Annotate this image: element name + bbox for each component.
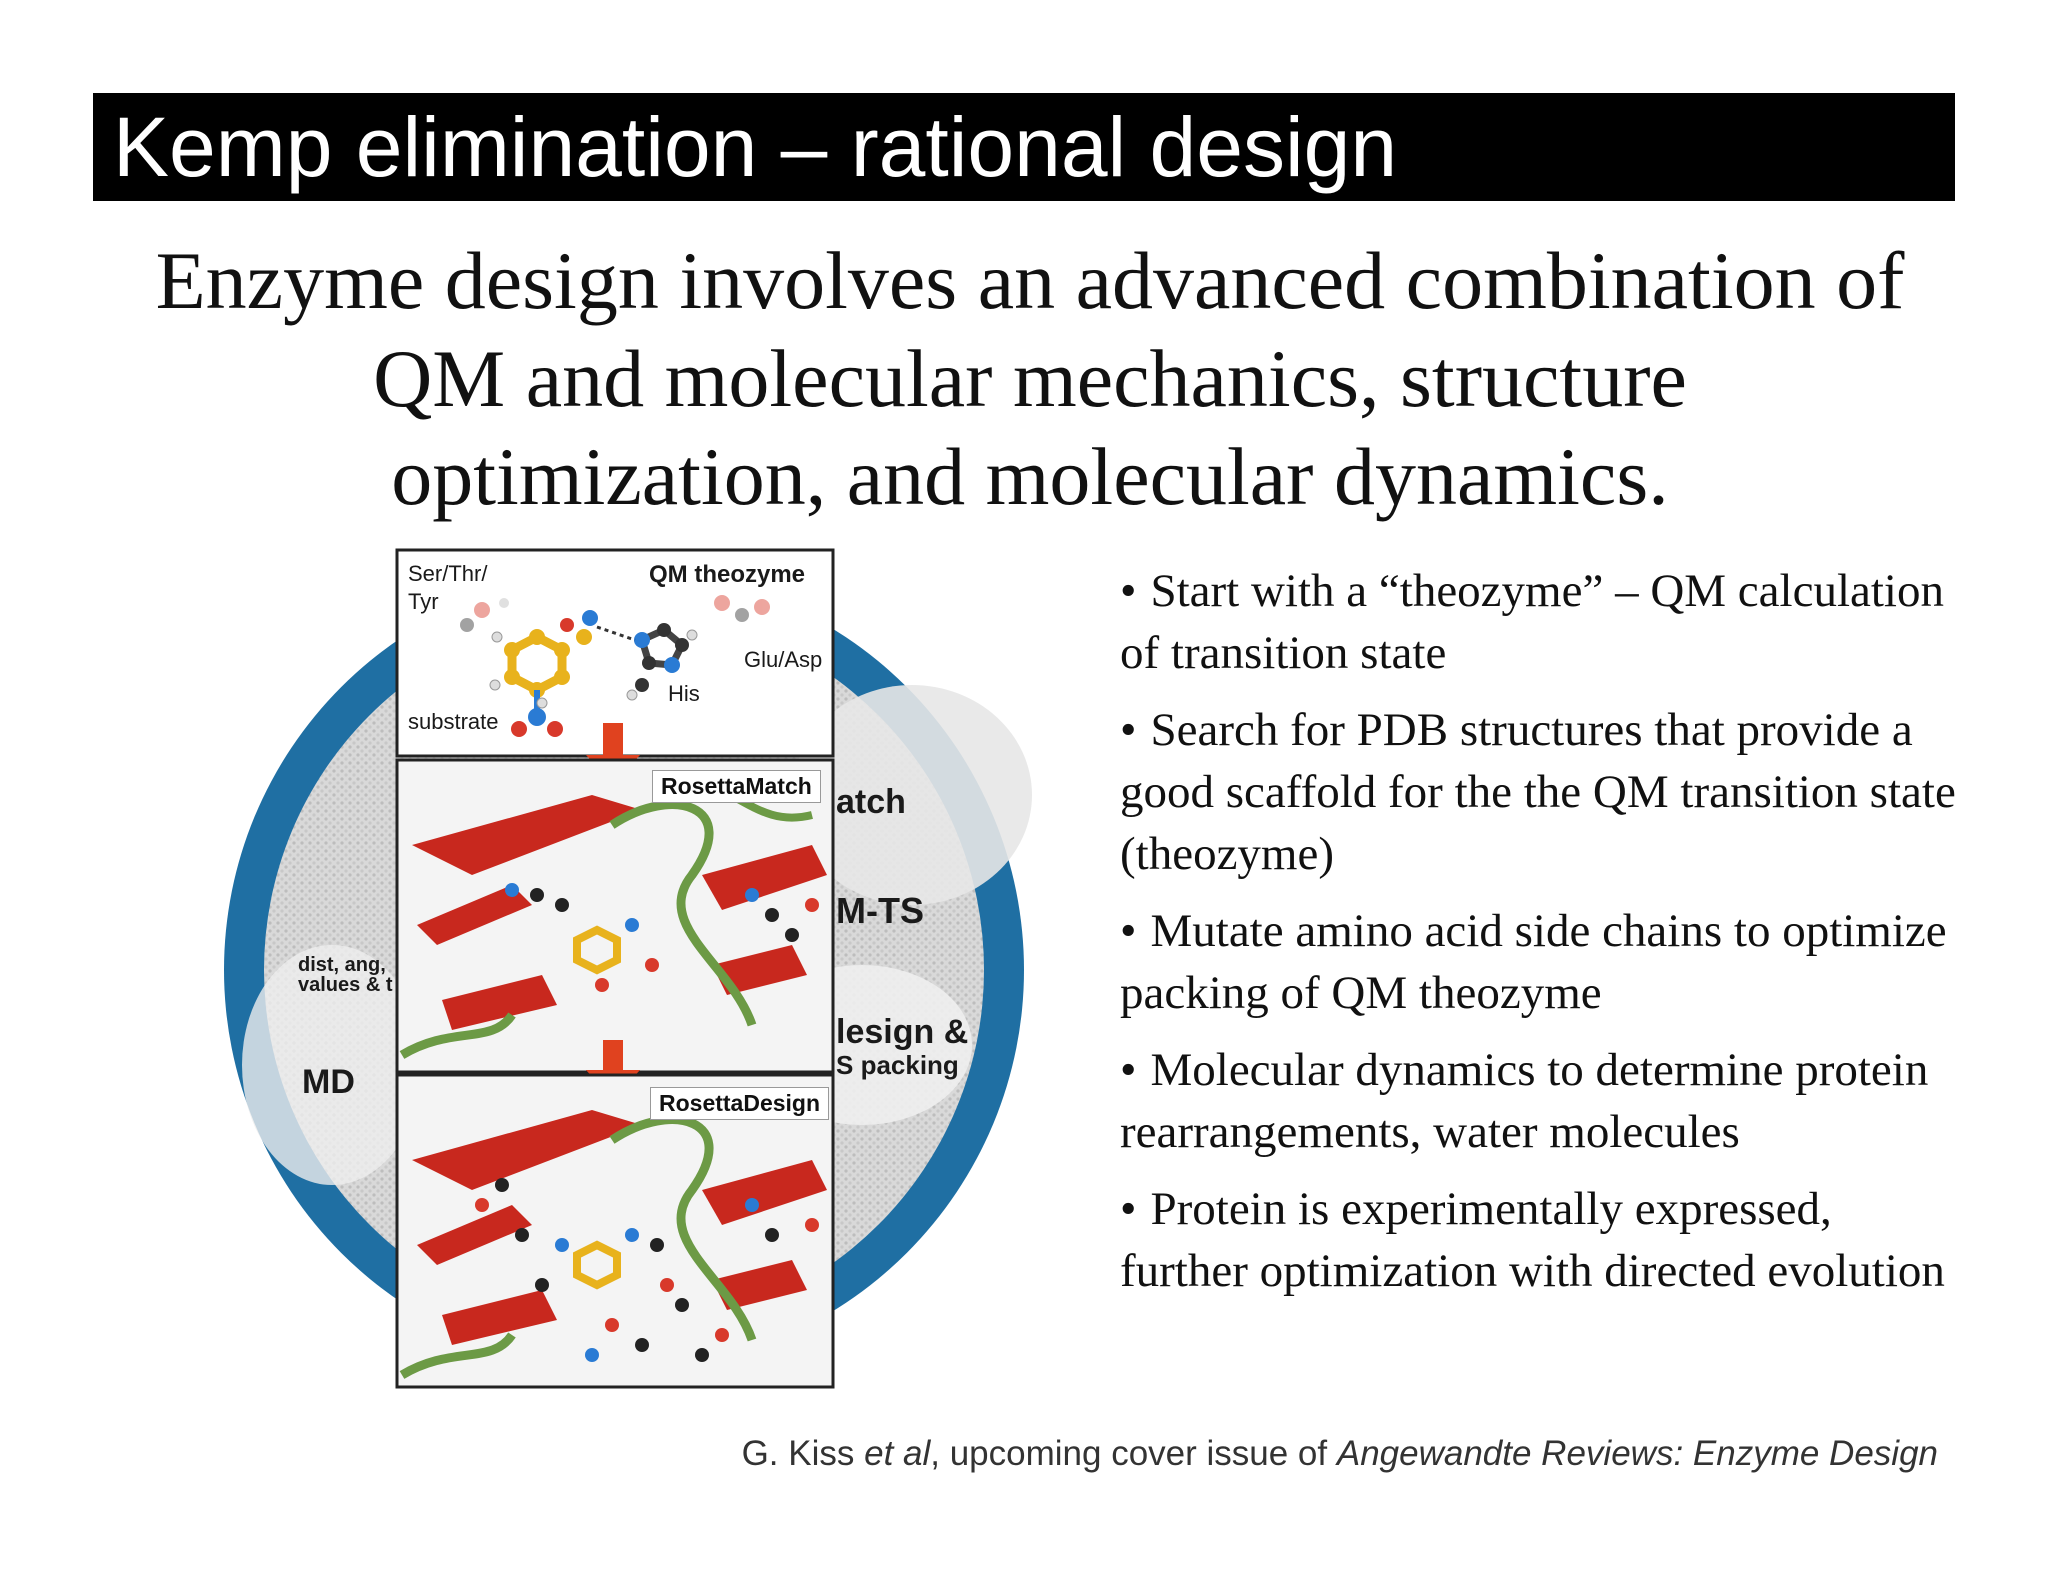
tag-rosetta-design: RosettaDesign: [650, 1087, 829, 1120]
label-values-cut: values & t: [298, 974, 393, 996]
label-ser-thr: Ser/Thr/: [408, 561, 488, 586]
bullet-item: • Search for PDB structures that provide a good scaffold for the the QM transition state (theozyme): [1120, 704, 1956, 880]
bullet-text: Molecular dynamics to determine protein rearrangements, water molecules: [1120, 1044, 1929, 1158]
label-match-cut: atch: [836, 783, 906, 821]
subtitle-line-1: Enzyme design involves an advanced combination of: [155, 235, 1905, 326]
label-packing-cut: S packing: [836, 1050, 959, 1080]
citation-etal: et al: [864, 1434, 931, 1473]
citation-middle: , upcoming cover issue of: [930, 1434, 1337, 1473]
slide-subtitle: [100, 232, 1960, 526]
citation-journal: Angewandte Reviews: Enzyme Design: [1336, 1434, 1938, 1473]
bullet-item: • Molecular dynamics to determine protein rearrangements, water molecules: [1120, 1044, 1929, 1158]
bullet-text: Protein is experimentally expressed, further optimization with directed evolution: [1120, 1183, 1945, 1297]
label-qm-ts-cut: M-TS: [836, 890, 924, 931]
bullet-text: Start with a “theozyme” – QM calculation of transition state: [1120, 565, 1944, 679]
bullet-text: Mutate amino acid side chains to optimize packing of QM theozyme: [1120, 905, 1947, 1019]
label-dist-cut: dist, ang,: [298, 954, 386, 976]
subtitle-line-2: QM and molecular mechanics, structure: [373, 333, 1687, 424]
bullet-item: • Protein is experimentally expressed, further optimization with directed evolution: [1120, 1183, 1945, 1297]
bullet-item: • Start with a “theozyme” – QM calculation of transition state: [1120, 565, 1944, 679]
label-design-cut: lesign &: [836, 1013, 969, 1051]
panel-rosetta-design: [397, 1075, 833, 1387]
slide-title: Kemp elimination – rational design: [113, 100, 1398, 194]
citation-author: G. Kiss: [741, 1434, 865, 1473]
bullet-list: [1120, 560, 1960, 1317]
bullet-text: Search for PDB structures that provide a good scaffold for the the QM transition state (theozyme): [1120, 704, 1956, 880]
label-his: His: [668, 681, 700, 706]
panel-rosetta-match: [397, 760, 833, 1072]
title-bar: [93, 93, 1955, 201]
label-glu-asp: Glu/Asp: [744, 647, 823, 672]
label-substrate: substrate: [408, 709, 499, 734]
bullet-item: • Mutate amino acid side chains to optimize packing of QM theozyme: [1120, 905, 1947, 1019]
label-md: MD: [302, 1063, 355, 1101]
label-tyr: Tyr: [408, 589, 439, 614]
citation: [742, 1434, 1938, 1474]
subtitle-line-3: optimization, and molecular dynamics.: [391, 431, 1669, 522]
tag-rosetta-match: RosettaMatch: [652, 770, 821, 803]
enzyme-design-cycle-figure: [212, 545, 1038, 1401]
label-qm-theozyme: QM theozyme: [649, 561, 806, 588]
